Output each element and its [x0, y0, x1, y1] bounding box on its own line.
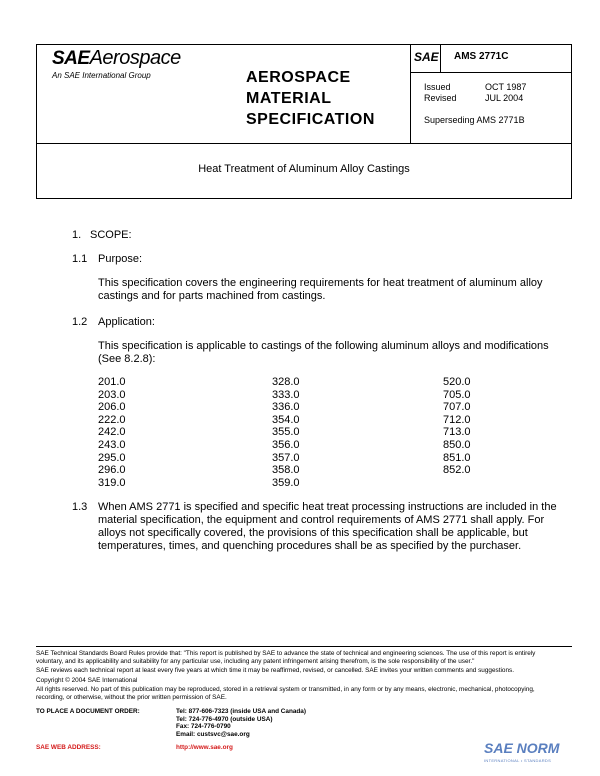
alloy-item: 355.0 [272, 426, 300, 439]
sae-norm-text: SAE NORM [484, 740, 560, 756]
title-line-3: SPECIFICATION [246, 111, 375, 128]
alloy-item: 520.0 [443, 376, 471, 388]
title-band-bottom [36, 198, 572, 199]
sae-mark: SAE [414, 50, 439, 64]
title-line-2: MATERIAL [246, 90, 332, 107]
web-label: SAE WEB ADDRESS: [36, 744, 101, 751]
alloy-column-2 [272, 376, 300, 489]
alloy-item: 705.0 [443, 388, 471, 401]
section-1-3-line: material specification, the equipment and control requirements of AMS 2771 shall apply. For [98, 514, 545, 526]
alloy-column-1 [98, 376, 126, 489]
header-box-right [571, 44, 572, 144]
board-rules-line: SAE Technical Standards Board Rules provide that: "This report is published by SAE to advance the state of technical and engineering sciences. The use of this report is entirely [36, 650, 536, 657]
alloy-item: 243.0 [98, 438, 126, 451]
title-line-1: AEROSPACE [246, 69, 351, 86]
sae-norm-logo [484, 740, 594, 763]
board-rules-line: voluntary, and its applicability and suitability for any particular use, including any patent infringement arising therefrom, is the sole responsibility of the user." [36, 657, 475, 665]
application-text [98, 340, 549, 366]
section-1-3-number: 1.3 [72, 501, 88, 513]
alloy-item: 201.0 [98, 376, 126, 388]
header-box-bottom [36, 143, 572, 144]
contact-tel-inside: Tel: 877-606-7323 (inside USA and Canada) [176, 708, 306, 715]
alloy-item: 851.0 [443, 451, 471, 464]
logo-divider [440, 44, 441, 72]
scope-number: 1. [72, 229, 82, 241]
alloy-item: 328.0 [272, 376, 300, 388]
scope-heading: SCOPE: [90, 229, 132, 241]
alloy-item: 242.0 [98, 426, 126, 439]
application-number: 1.2 [72, 316, 88, 328]
section-1-3-line: When AMS 2771 is specified and specific heat treat processing instructions are included in the [98, 501, 557, 513]
application-text-line: (See 8.2.8): [98, 353, 156, 365]
section-1-3-line: temperatures, times, and quenching procedures shall be as specified by the purchaser. [98, 540, 522, 552]
sae-aerospace-logo [52, 47, 181, 70]
alloy-item: 319.0 [98, 476, 126, 489]
alloy-item: 850.0 [443, 438, 471, 451]
contact-tel-outside: Tel: 724-776-4970 (outside USA) [176, 715, 273, 723]
rights-line: All rights reserved. No part of this publication may be reproduced, stored in a retrieval system or transmitted, in any form or by any means, electronic, mechanical, photocopying, [36, 686, 535, 694]
spec-title [246, 67, 375, 130]
copyright-note: Copyright © 2004 SAE International [36, 676, 138, 684]
sae-norm-subtitle: INTERNATIONAL • STANDARDS [484, 758, 552, 763]
contact-fax: Fax: 724-776-0790 [176, 723, 231, 731]
application-heading: Application: [98, 316, 155, 328]
alloy-item: 707.0 [443, 401, 471, 414]
purpose-number: 1.1 [72, 253, 88, 265]
order-label: TO PLACE A DOCUMENT ORDER: [36, 708, 140, 715]
document-title: Heat Treatment of Aluminum Alloy Castings [198, 163, 410, 175]
alloy-item: 203.0 [98, 388, 126, 401]
purpose-heading: Purpose: [98, 253, 143, 265]
alloy-item: 356.0 [272, 438, 300, 451]
alloy-item: 206.0 [98, 401, 126, 414]
logo-aerospace-text: Aerospace [89, 47, 181, 69]
alloy-item: 713.0 [443, 426, 471, 439]
doc-number: AMS 2771C [454, 51, 509, 62]
header-divider-horizontal [410, 72, 572, 73]
revised-label: Revised [424, 93, 457, 103]
section-1-3-text [98, 501, 557, 553]
revised-value: JUL 2004 [485, 93, 524, 103]
issued-value: OCT 1987 [485, 82, 527, 92]
alloy-item: 359.0 [272, 476, 300, 489]
rights-line: recording, or otherwise, without the prior written permission of SAE. [36, 693, 227, 701]
alloy-item: 357.0 [272, 451, 300, 464]
alloy-column-3 [443, 376, 471, 477]
alloy-item: 222.0 [98, 413, 126, 426]
alloy-item: 852.0 [443, 464, 471, 477]
application-text-line: This specification is applicable to castings of the following aluminum alloys and modifications [98, 340, 549, 352]
alloy-item: 333.0 [272, 388, 300, 401]
header-box-top [36, 44, 572, 45]
alloy-item: 358.0 [272, 464, 300, 477]
purpose-text [98, 277, 543, 303]
footer-rule [36, 646, 572, 647]
logo-sae-text: SAE [52, 48, 90, 69]
alloy-item: 296.0 [98, 464, 126, 477]
purpose-text-line: This specification covers the engineering requirements for heat treatment of aluminum alloy [98, 277, 543, 289]
section-1-3-line: alloys not specifically covered, the provisions of this specification shall be applicable, but [98, 527, 528, 539]
contact-email: Email: custsvc@sae.org [176, 730, 250, 738]
alloy-item: 295.0 [98, 451, 126, 464]
header-box-left [36, 44, 37, 144]
alloy-item: 712.0 [443, 413, 471, 426]
superseding-note: Superseding AMS 2771B [424, 115, 525, 125]
header-divider-vertical [410, 44, 411, 144]
review-note: SAE reviews each technical report at least every five years at which time it may be reaffirmed, revised, or cancelled. SAE invites your written comments and suggestions. [36, 667, 514, 675]
footer-legal [36, 650, 576, 702]
issued-label: Issued [424, 82, 451, 92]
logo-subtitle: An SAE International Group [52, 71, 151, 80]
alloy-item: 354.0 [272, 413, 300, 426]
order-contacts [176, 708, 306, 738]
alloy-item: 336.0 [272, 401, 300, 414]
web-address-link[interactable]: http://www.sae.org [176, 744, 233, 751]
purpose-text-line: castings and for parts machined from castings. [98, 290, 326, 302]
